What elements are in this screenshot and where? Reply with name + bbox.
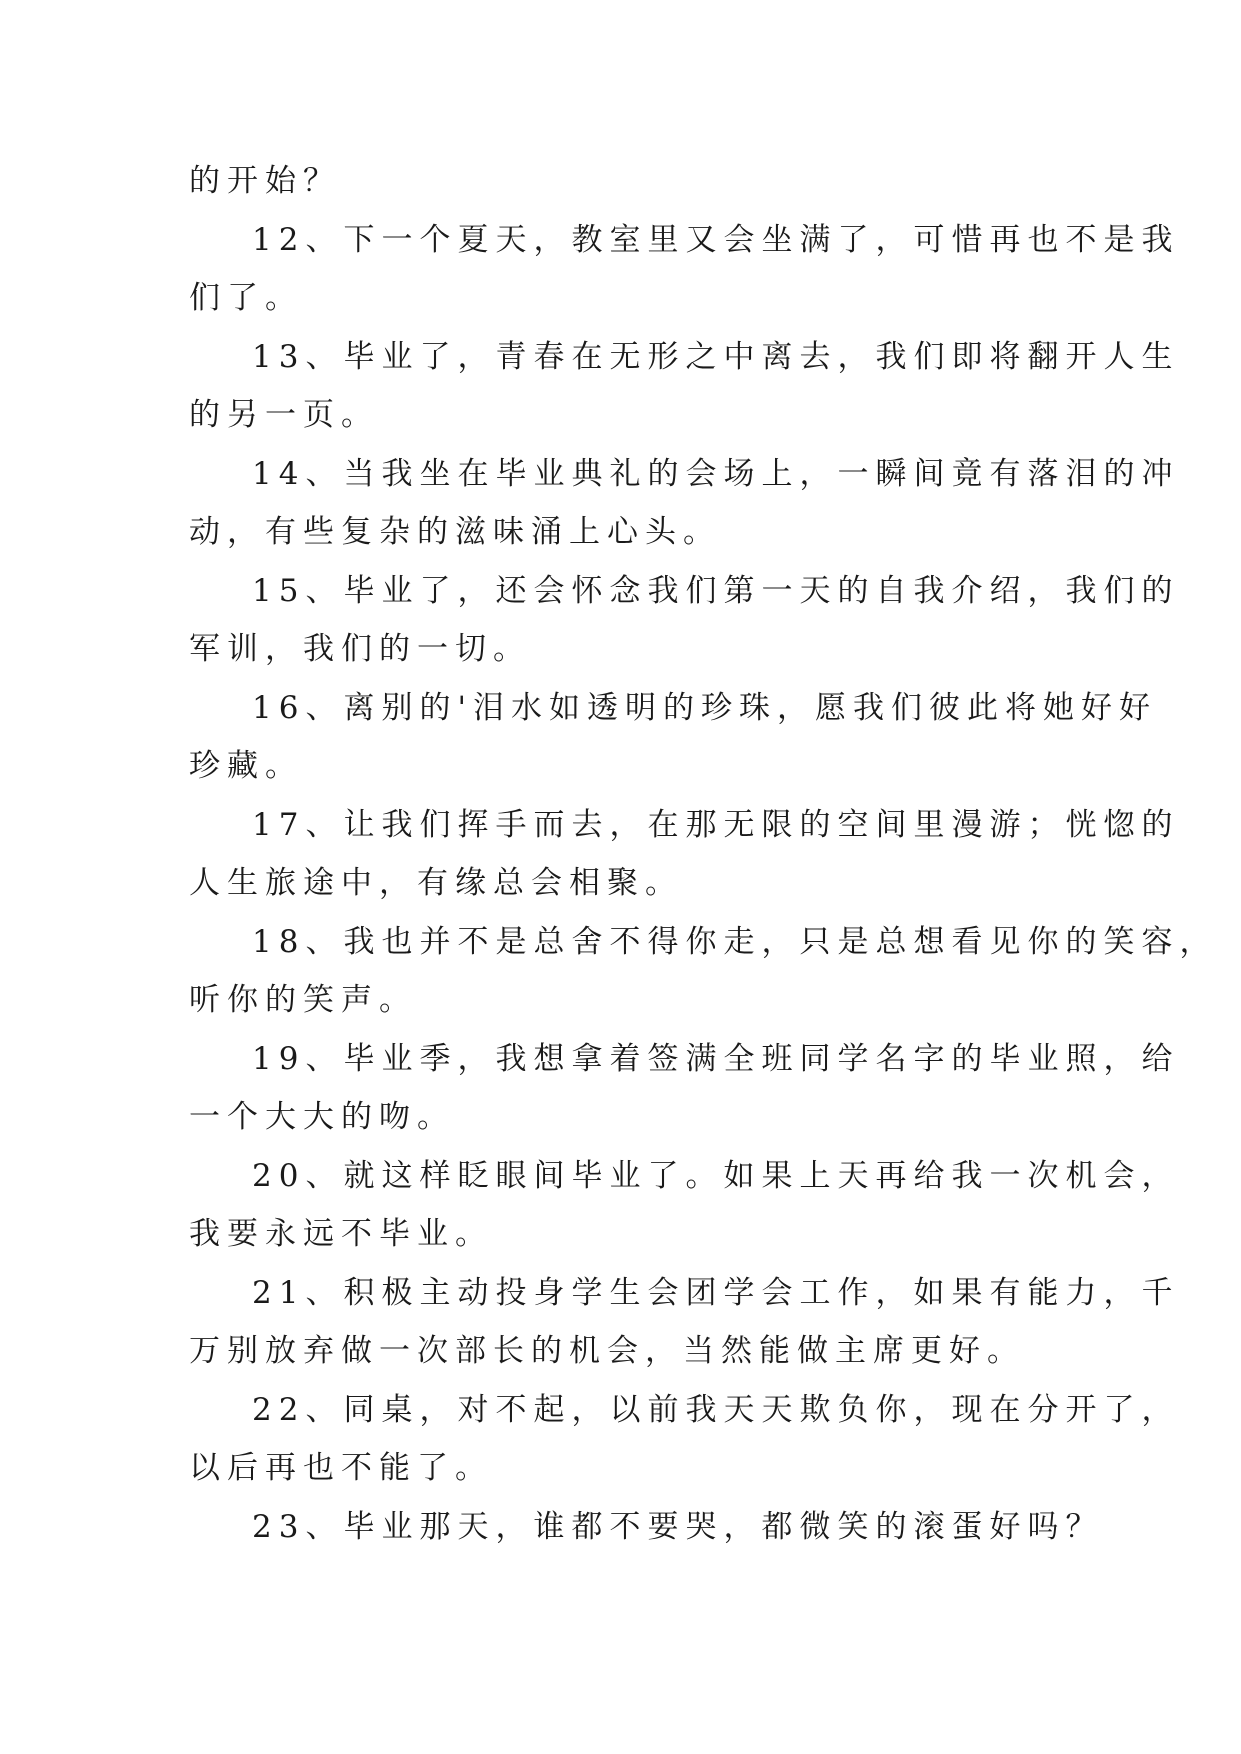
paragraph-first-line: 14、当我坐在毕业典礼的会场上，一瞬间竟有落泪的冲 (252, 455, 1180, 492)
paragraph-continuation-line: 军训，我们的一切。 (189, 631, 531, 667)
paragraph-first-line: 21、积极主动投身学生会团学会工作，如果有能力，千 (252, 1274, 1180, 1311)
paragraph-first-line: 13、毕业了，青春在无形之中离去，我们即将翻开人生 (252, 338, 1180, 375)
paragraph-first-line: 15、毕业了，还会怀念我们第一天的自我介绍，我们的 (252, 572, 1180, 609)
paragraph-continuation-line: 我要永远不毕业。 (189, 1216, 493, 1252)
paragraph-continuation-line: 听你的笑声。 (189, 982, 417, 1018)
document-body (189, 152, 1218, 1556)
paragraph-first-line: 22、同桌，对不起，以前我天天欺负你，现在分开了， (252, 1391, 1180, 1428)
paragraph-continuation-line: 以后再也不能了。 (189, 1450, 493, 1486)
paragraph-first-line: 18、我也并不是总舍不得你走，只是总想看见你的笑容， (252, 923, 1218, 960)
paragraph-continuation-line: 万别放弃做一次部长的机会，当然能做主席更好。 (189, 1333, 1025, 1369)
paragraph-first-line: 19、毕业季，我想拿着签满全班同学名字的毕业照，给 (252, 1040, 1180, 1077)
paragraph-first-line: 12、下一个夏天，教室里又会坐满了，可惜再也不是我 (252, 221, 1180, 258)
paragraph-continuation-line: 的另一页。 (189, 397, 379, 433)
paragraph-continuation-line: 的开始？ (189, 163, 341, 199)
paragraph-first-line: 17、让我们挥手而去，在那无限的空间里漫游；恍惚的 (252, 806, 1180, 843)
paragraph-first-line: 20、就这样眨眼间毕业了。如果上天再给我一次机会， (252, 1157, 1180, 1194)
paragraph-continuation-line: 一个大大的吻。 (189, 1099, 455, 1135)
paragraph-first-line: 23、毕业那天，谁都不要哭，都微笑的滚蛋好吗？ (252, 1508, 1104, 1545)
paragraph-continuation-line: 们了。 (189, 280, 303, 316)
paragraph-continuation-line: 动，有些复杂的滋味涌上心头。 (189, 514, 721, 550)
paragraph-first-line: 16、离别的'泪水如透明的珍珠，愿我们彼此将她好好 (252, 689, 1157, 726)
paragraph-continuation-line: 人生旅途中，有缘总会相聚。 (189, 865, 683, 901)
paragraph-continuation-line: 珍藏。 (189, 748, 303, 784)
